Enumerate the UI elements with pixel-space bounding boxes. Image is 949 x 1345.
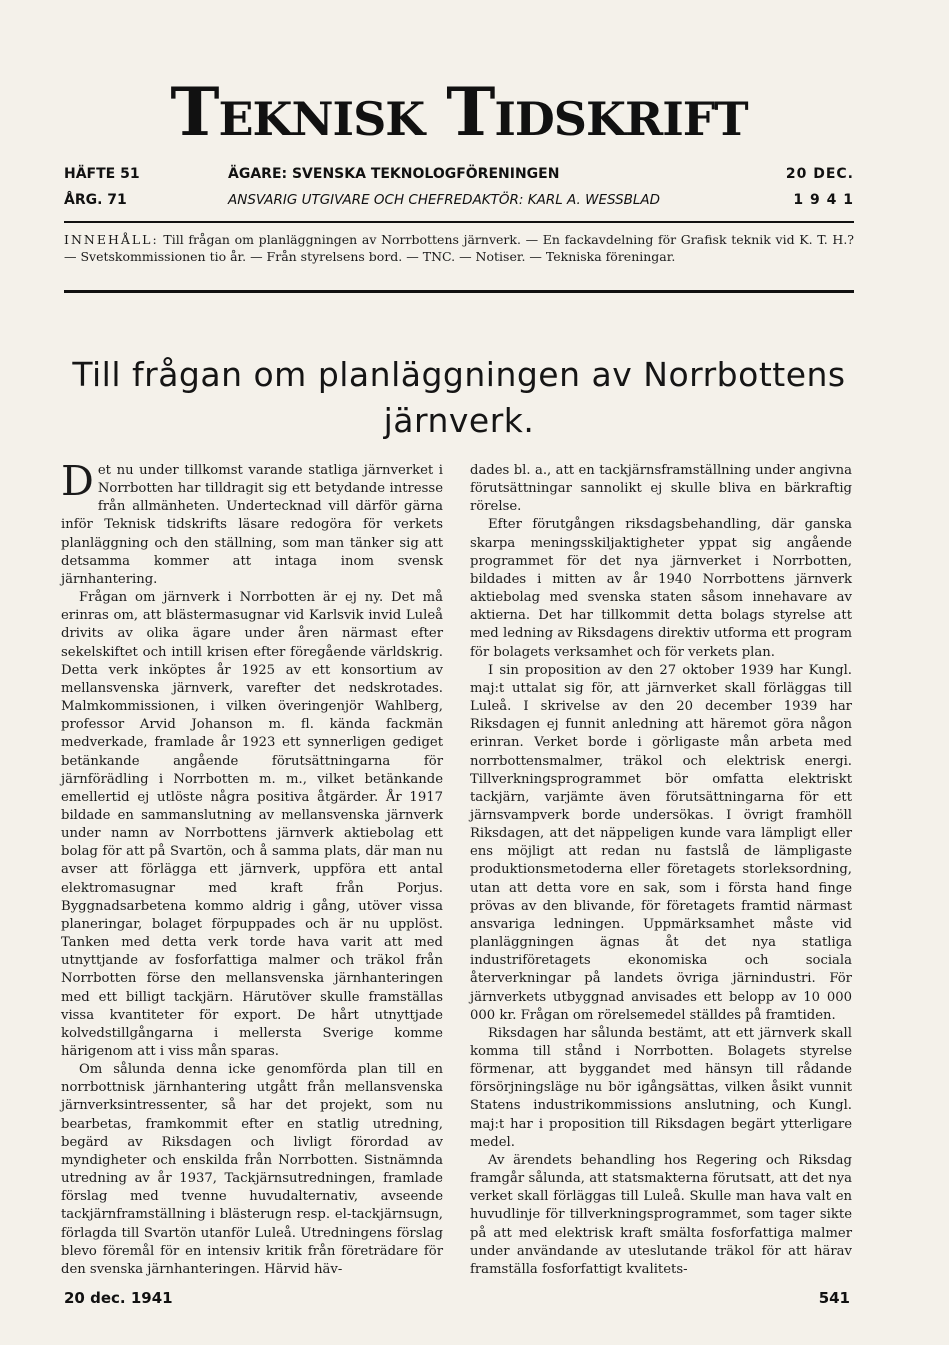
article-paragraph: Om sålunda denna icke genomförda plan till en norrbottnisk järnhantering utgått från mellansvenska järnverksintressenter, så har det projekt, som nu bearbetas, framkommit efter en statlig utredning, begärd av Riksdagen och livligt förordad av myndigheter och enskilda från Norrbotten. Sistnämnda utredning av år 1937, Tackjärnsutredningen, framlade förslag med tvenne huvudalternativ, avseende tackjärnframställning i blästerugn resp. el-tackjärnsugn, förlagda till Svartön utanför Luleå. Utredningens förslag blevo föremål för en intensiv kritik från företrädare för den svenska järnhanteringen. Härvid häv-	[61, 1062, 443, 1277]
editor-line: ANSVARIG UTGIVARE OCH CHEFREDAKTÖR: KARL A. WESSBLAD	[228, 192, 661, 208]
meta-row-issue	[64, 166, 854, 186]
drop-cap: D	[61, 457, 94, 505]
article-paragraph: Efter förutgången riksdagsbehandling, där ganska skarpa meningsskiljaktigheter yppat sig angående programmet för det nya järnverket i Norrbotten, bildades i mitten av år 1940 Norrbottens järnverk aktiebolag med svenska staten såsom innehavare av aktierna. Det har tillkommit detta bolags styrelse att med ledning av Riksdagens direktiv utforma ett program för bolagets verksamhet och för verkets plan.	[470, 517, 852, 660]
article-paragraph	[61, 457, 443, 589]
article-column-left	[61, 457, 443, 1279]
footer-date: 20 dec. 1941	[64, 1289, 173, 1307]
owner-line: ÄGARE: SVENSKA TEKNOLOGFÖRENINGEN	[228, 166, 560, 182]
issue-date: 20 DEC.	[785, 166, 854, 182]
issue-year: 1 9 4 1	[793, 192, 854, 208]
table-of-contents	[64, 231, 854, 265]
meta-row-volume	[64, 192, 854, 212]
page-number: 541	[818, 1289, 850, 1307]
headline-line-2: järnverk.	[383, 401, 535, 440]
article-paragraph: dades bl. a., att en tackjärnsframställning under angivna förutsättningar sannolikt ej skulle bliva en bärkraftig rörelse.	[470, 463, 852, 515]
contents-label: INNEHÅLL:	[64, 232, 159, 247]
article-headline	[64, 352, 854, 444]
headline-line-1: Till frågan om planläggningen av Norrbottens	[72, 355, 846, 394]
top-rule	[64, 221, 854, 223]
article-paragraph: Av ärendets behandling hos Regering och Riksdag framgår sålunda, att statsmakterna förutsatt, att det nya verket skall förläggas till Luleå. Skulle man hava valt en huvudlinje för tillverkningsprogrammet, som tager sikte på att med elektrisk kraft smälta fosforfattiga malmer under användande av uteslutande träkol för att härav framställa fosforfattigt kvalitets-	[470, 1152, 852, 1277]
contents-text: Till frågan om planläggningen av Norrbottens järnverk. — En fackavdelning för Grafisk teknik vid K. T. H.? — Svetskommissionen tio år. — Från styrelsens bord. — TNC. — Notiser. — Tekniska föreningar.	[64, 232, 854, 264]
masthead-title: Teknisk Tidskrift	[170, 73, 748, 151]
issue-label: HÄFTE 51	[64, 166, 140, 182]
article-column-right	[470, 462, 852, 1279]
article-paragraph: Frågan om järnverk i Norrbotten är ej ny. Det må erinras om, att blästermasugnar vid Karlsvik invid Luleå drivits av olika ägare under åren närmast efter sekelskiftet och intill krisen efter föregående världskrig. Detta verk inköptes år 1925 av ett konsortium av mellansvenska järnverk, varefter det nedskrotades. Malmkommissionen, i vilken överingenjör Wahlberg, professor Arvid Johanson m. fl. kända fackmän medverkade, framlade år 1923 ett synnerligen gediget betänkande angående förutsättningarna för järnförädling i Norrbotten m. m., vilket betänkande emellertid ej utlöste några positiva åtgärder. År 1917 bildade en sammanslutning av mellansvenska järnverk under namn av Norrbottens järnverk aktiebolag ett bolag för att på Svartön, och å samma plats, där man nu avser att förlägga ett järnverk, uppföra ett antal elektromasugnar med kraft från Porjus. Byggnadsarbetena kommo aldrig i gång, utöver vissa planeringar, bolaget förpuppades och är nu upplöst. Tanken med detta verk torde hava varit att med utnyttjande av fosforfattiga malmer och träkol från Norrbotten förse den mellansvenska järnhanteringen med ett billigt tackjärn. Härutöver skulle framställas vissa kvantiteter för export. De hårt utnyttjade kolvedstillgångarna i mellersta Sverige komme härigenom att i viss mån sparas.	[61, 590, 443, 1059]
article-paragraph: I sin proposition av den 27 oktober 1939 har Kungl. maj:t uttalat sig för, att järnverket skall förläggas till Luleå. I skrivelse av den 20 december 1939 har Riksdagen ej funnit anledning att häremot göra någon erinran. Verket borde i görligaste mån arbeta med norrbottensmalmer, träkol och elektrisk energi. Tillverkningsprogrammet bör omfatta elektriskt tackjärn, varjämte även förutsättningarna för ett järnsvampverk borde undersökas. I övrigt framhöll Riksdagen, att det näppeligen kunde vara lämpligt eller ens möjligt att redan nu fastslå de lämpligaste produktionsmetoderna eller företagets storleksordning, utan att detta vore en sak, som i första hand finge prövas av den blivande, för företagets framtid närmast ansvariga ledningen. Uppmärksamhet måste vid planläggningen ägnas åt det nya statliga industriföretagets ekonomiska och sociala återverkningar på landets övriga järnindustri. För järnverkets utbyggnad anvisades ett belopp av 10 000 000 kr. Frågan om rörelsemedel ställdes på framtiden.	[470, 662, 852, 1023]
volume-label: ÅRG. 71	[64, 192, 127, 208]
paragraph-text: et nu under tillkomst varande statliga järnverket i Norrbotten har tilldragit sig ett betydande intresse från allmänheten. Undertecknad vill därför gärna inför Teknisk tidskrifts läsare redogöra för verkets planläggning och den ställning, som man tänker sig att detsamma kommer att intaga inom svensk järnhantering.	[61, 463, 443, 587]
article-paragraph: Riksdagen har sålunda bestämt, att ett järnverk skall komma till stånd i Norrbotten. Bolagets styrelse förmenar, att byggandet med hänsyn till rådande försörjningsläge nu bör igångsättas, vilken åsikt vunnit Statens industrikommissions anslutning, och Kungl. maj:t har i proposition till Riksdagen begärt ytterligare medel.	[470, 1025, 852, 1150]
contents-rule	[64, 290, 854, 293]
